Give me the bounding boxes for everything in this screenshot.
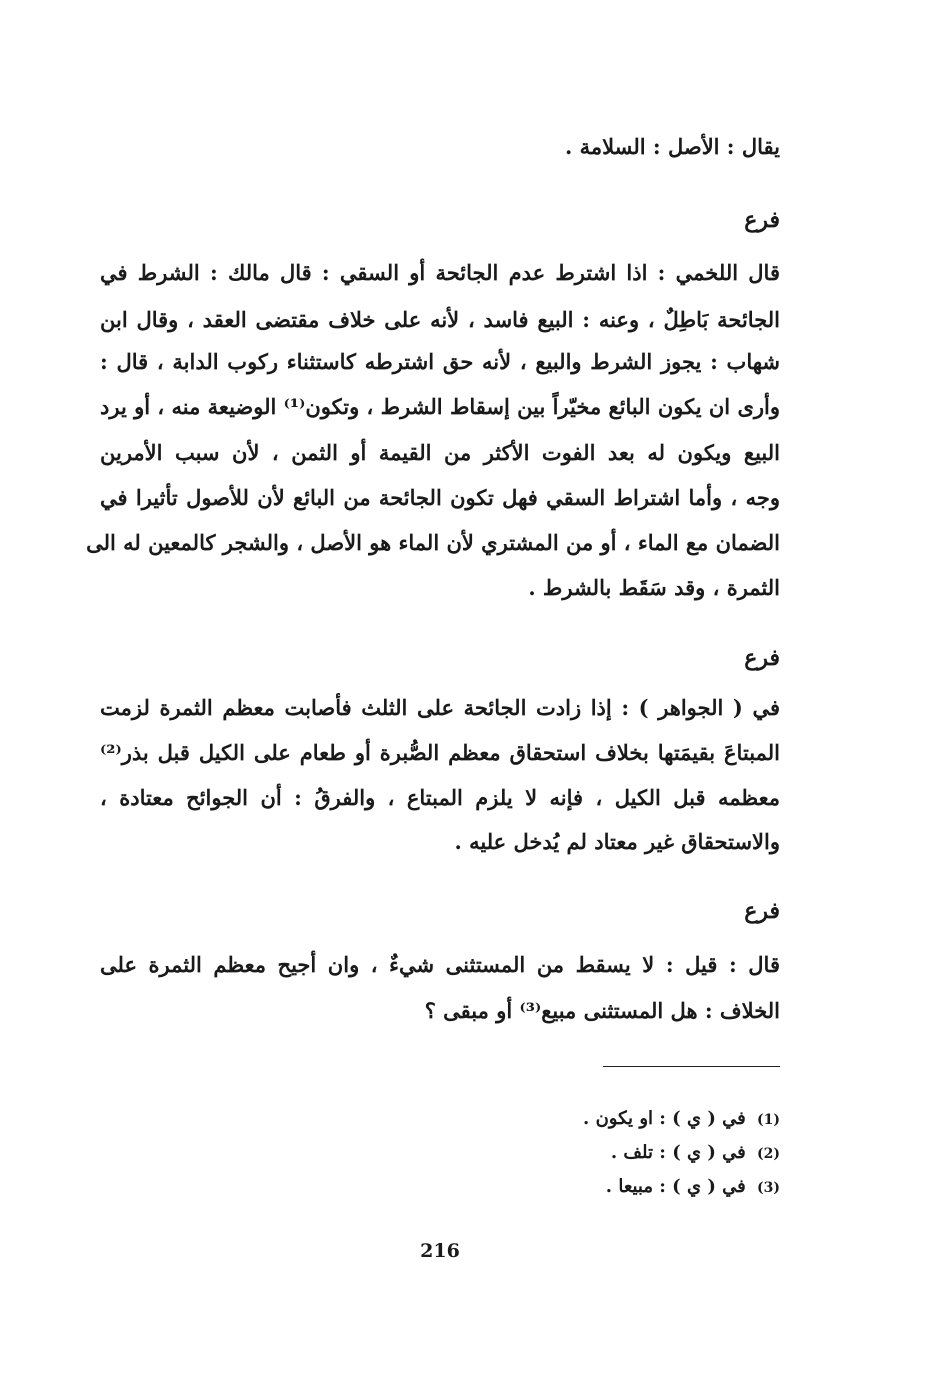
- footnote-divider: [603, 1066, 780, 1067]
- section-heading: فرع: [744, 207, 780, 233]
- section-heading: فرع: [744, 898, 780, 924]
- text-line: الثمرة ، وقد سَقَط بالشرط .: [528, 575, 780, 600]
- text-line: معظمه قبل الكيل ، فإنه لا يلزم المبتاع ، والفرقُ : أن الجوائح معتادة ،: [100, 785, 780, 810]
- text-line: الضمان مع الماء ، أو من المشتري لأن الماء هو الأصل ، والشجر كالمعين له الى: [86, 530, 780, 555]
- footnote-number: (3): [757, 1180, 780, 1196]
- text-line: وجه ، وأما اشتراط السقي فهل تكون الجائحة من البائع لأن للأصول تأثيرا في: [100, 485, 780, 510]
- section-heading: فرع: [744, 645, 780, 671]
- text-line: يقال : الأصل : السلامة .: [564, 134, 780, 159]
- text-line: قال اللخمي : اذا اشترط عدم الجائحة أو السقي : قال مالك : الشرط في: [100, 260, 780, 285]
- footnote-text: في ( ي ) : مبيعا .: [605, 1176, 746, 1197]
- footnote-text: في ( ي ) : او يكون .: [583, 1108, 746, 1129]
- footnote: [611, 1140, 780, 1167]
- footnote: [606, 1174, 780, 1201]
- footnote: [583, 1106, 780, 1133]
- text-line: المبتاعَ بقيمَتها بخلاف استحقاق معظم الصُّبرة أو طعام على الكيل قبل بذر⁽²⁾: [100, 740, 780, 765]
- text-line: شهاب : يجوز الشرط والبيع ، لأنه حق اشترطه كاستثناء ركوب الدابة ، قال :: [100, 349, 780, 374]
- text-line: البيع ويكون له بعد الفوت الأكثر من القيمة أو الثمن ، لأن سبب الأمرين: [100, 440, 780, 465]
- text-line: في ( الجواهر ) : إذا زادت الجائحة على الثلث فأصابت معظم الثمرة لزمت: [100, 695, 780, 720]
- text-line: قال : قيل : لا يسقط من المستثنى شيءٌ ، وان أجيح معظم الثمرة على: [100, 952, 780, 977]
- text-line: وأرى ان يكون البائع مخيّراً بين إسقاط الشرط ، وتكون⁽¹⁾ الوضيعة منه ، أو يرد: [100, 394, 780, 419]
- text-line: الجائحة بَاطِلٌ ، وعنه : البيع فاسد ، لأنه على خلاف مقتضى العقد ، وقال ابن: [100, 307, 780, 332]
- text-line: والاستحقاق غير معتاد لم يُدخل عليه .: [454, 829, 780, 854]
- footnote-number: (2): [757, 1146, 780, 1162]
- footnote-number: (1): [757, 1112, 780, 1128]
- page-number: 216: [420, 1240, 460, 1262]
- document-page: [86, 0, 780, 1374]
- footnote-text: في ( ي ) : تلف .: [610, 1142, 746, 1163]
- text-line: الخلاف : هل المستثنى مبيع⁽³⁾ أو مبقى ؟: [424, 998, 780, 1023]
